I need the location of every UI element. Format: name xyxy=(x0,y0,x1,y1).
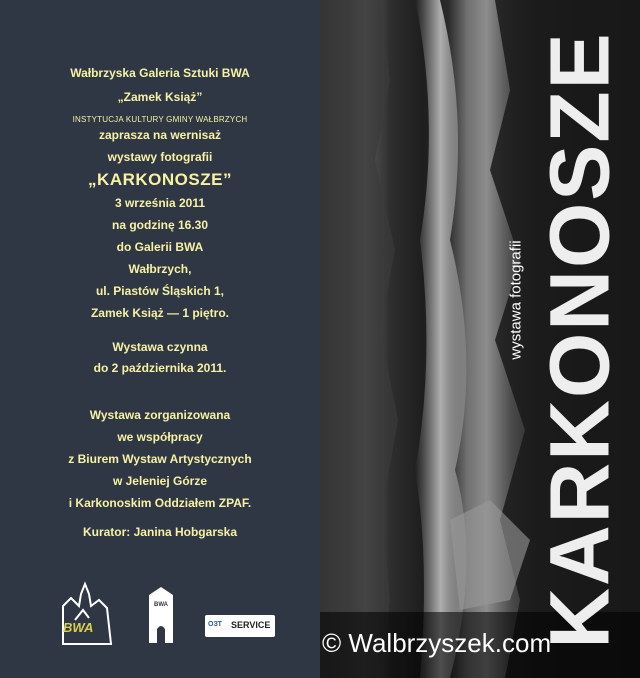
poster-title: KARKONOSZE xyxy=(532,31,627,649)
bwa-gallery-logo xyxy=(55,580,117,646)
venue-line: do Galerii BWA xyxy=(116,240,204,254)
bwa-tower-logo xyxy=(147,585,175,645)
poster-subtitle: wystawa fotografii xyxy=(507,240,525,360)
organizer-line-3: z Biurem Wystaw Artystycznych xyxy=(68,452,252,466)
city-line: Wałbrzych, xyxy=(128,262,192,276)
institution-name: INSTYTUCJA KULTURY GMINY WAŁBRZYCH xyxy=(72,115,248,124)
bwa-center-label: BWA xyxy=(154,602,168,608)
bwa-left-label: BWA xyxy=(63,620,94,635)
service-sponsor-logo xyxy=(205,615,275,637)
invite-line: zaprasza na wernisaż xyxy=(98,128,222,142)
floor-line: Zamek Książ — 1 piętro. xyxy=(90,306,230,320)
organizer-line-1: Wystawa zorganizowana xyxy=(89,408,231,422)
tower-icon xyxy=(147,585,175,645)
service-label: SERVICE xyxy=(231,620,271,630)
service-prefix: ОЗТ xyxy=(208,621,222,628)
gallery-name: Wałbrzyska Galeria Sztuki BWA xyxy=(70,66,250,80)
until-line: do 2 października 2011. xyxy=(93,361,227,375)
exhibition-time: na godzinę 16.30 xyxy=(111,218,209,232)
castle-name: „Zamek Książ” xyxy=(117,90,203,104)
exhibition-title: „KARKONOSZE” xyxy=(88,170,232,189)
open-line: Wystawa czynna xyxy=(112,340,208,354)
street-line: ul. Piastów Śląskich 1, xyxy=(95,284,225,298)
bwa-castle-icon xyxy=(55,580,117,646)
organizer-line-4: w Jeleniej Górze xyxy=(112,474,208,488)
organizer-line-5: i Karkonoskim Oddziałem ZPAF. xyxy=(68,496,252,510)
watermark-text: © Walbrzyszek.com xyxy=(322,628,552,658)
curator-line: Kurator: Janina Hobgarska xyxy=(82,525,238,539)
exhibition-line: wystawy fotografii xyxy=(107,150,213,164)
organizer-line-2: we współpracy xyxy=(117,430,203,444)
exhibition-date: 3 września 2011 xyxy=(114,196,206,210)
